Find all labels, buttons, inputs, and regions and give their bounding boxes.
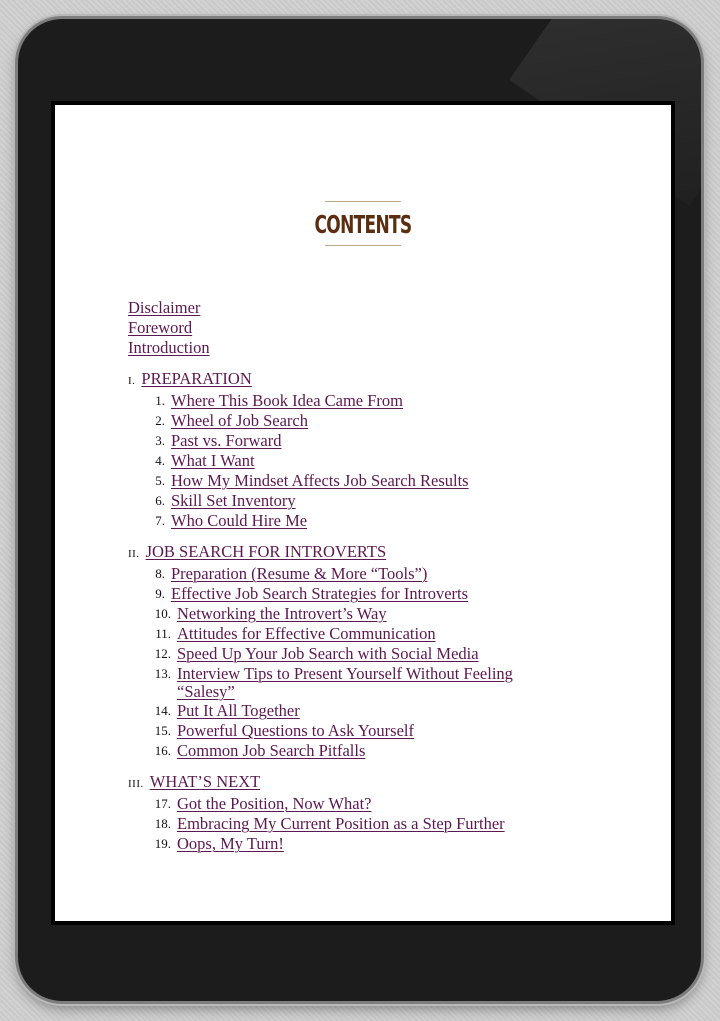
toc-link-chapter[interactable]: Common Job Search Pitfalls [177, 741, 366, 760]
chapter-number: 10. [154, 606, 171, 621]
part-heading [128, 369, 648, 391]
toc-chapter [128, 451, 648, 471]
toc-link-disclaimer[interactable]: Disclaimer [128, 298, 201, 317]
chapter-number: 3. [155, 433, 165, 448]
toc-part [128, 369, 648, 531]
toc-link-part[interactable]: WHAT’S NEXT [149, 772, 261, 791]
toc-chapter [128, 624, 648, 644]
toc-link-chapter[interactable]: Preparation (Resume & More “Tools”) [171, 564, 428, 583]
chapter-number: 5. [155, 473, 165, 488]
toc-link-foreword[interactable]: Foreword [128, 318, 193, 337]
toc-link-chapter[interactable]: Powerful Questions to Ask Yourself [177, 721, 414, 740]
toc-link-chapter[interactable]: Wheel of Job Search [171, 411, 308, 430]
toc-link-chapter[interactable]: Speed Up Your Job Search with Social Media [177, 644, 479, 663]
part-numeral: I. [128, 375, 136, 387]
toc-part [128, 772, 648, 854]
toc-chapter [128, 411, 648, 431]
chapter-number: 1. [155, 393, 165, 408]
toc-link-chapter[interactable]: Attitudes for Effective Communication [177, 624, 436, 643]
toc-link-part[interactable]: JOB SEARCH FOR INTROVERTS [145, 542, 387, 561]
toc-link-chapter[interactable]: Who Could Hire Me [171, 511, 308, 530]
toc-link-chapter[interactable]: How My Mindset Affects Job Search Results [171, 471, 469, 490]
toc-chapter [128, 701, 648, 721]
toc-chapter [128, 664, 648, 701]
part-numeral: III. [128, 778, 144, 790]
toc-chapter [128, 511, 648, 531]
toc-chapter [128, 814, 648, 834]
part-numeral: II. [128, 548, 140, 560]
toc-link-chapter[interactable]: Skill Set Inventory [171, 491, 296, 510]
toc-chapter [128, 564, 648, 584]
contents-heading [55, 201, 671, 246]
toc-link-chapter[interactable]: Put It All Together [177, 701, 300, 720]
chapter-number: 17. [154, 796, 171, 811]
part-heading [128, 772, 648, 794]
page-title: CONTENTS [314, 210, 412, 239]
toc-link-introduction[interactable]: Introduction [128, 338, 210, 357]
chapter-number: 19. [154, 836, 171, 851]
chapter-number: 13. [154, 666, 171, 681]
chapter-number: 2. [155, 413, 165, 428]
table-of-contents [128, 298, 648, 854]
chapter-number: 12. [154, 646, 171, 661]
toc-link-chapter[interactable]: Effective Job Search Strategies for Introverts [171, 584, 469, 603]
chapter-number: 11. [155, 626, 171, 641]
toc-chapter [128, 584, 648, 604]
heading-rule-top [325, 201, 401, 202]
toc-chapter [128, 491, 648, 511]
toc-link-chapter[interactable]: Got the Position, Now What? [177, 794, 372, 813]
chapter-number: 16. [154, 743, 171, 758]
part-heading [128, 542, 648, 564]
chapter-number: 18. [154, 816, 171, 831]
ebook-page[interactable] [51, 101, 675, 925]
chapter-number: 15. [154, 723, 171, 738]
chapter-number: 9. [155, 586, 165, 601]
chapter-number: 6. [155, 493, 165, 508]
toc-chapter [128, 431, 648, 451]
toc-link-chapter[interactable]: Networking the Introvert’s Way [177, 604, 387, 623]
tablet-frame [18, 19, 701, 1001]
toc-link-chapter[interactable]: Embracing My Current Position as a Step Further [177, 814, 505, 833]
toc-chapter [128, 604, 648, 624]
chapter-number: 14. [154, 703, 171, 718]
toc-link-chapter[interactable]: What I Want [171, 451, 255, 470]
chapter-number: 7. [155, 513, 165, 528]
chapter-number: 8. [155, 566, 165, 581]
toc-chapter [128, 834, 648, 854]
toc-chapter [128, 644, 648, 664]
toc-chapter [128, 721, 648, 741]
front-matter [128, 298, 648, 358]
toc-chapter [128, 741, 648, 761]
chapter-number: 4. [155, 453, 165, 468]
toc-link-part[interactable]: PREPARATION [141, 369, 252, 388]
toc-link-chapter[interactable]: Past vs. Forward [171, 431, 282, 450]
toc-chapter [128, 471, 648, 491]
toc-chapter [128, 391, 648, 411]
toc-link-chapter[interactable]: Where This Book Idea Came From [171, 391, 404, 410]
heading-rule-bottom [325, 245, 401, 246]
toc-chapter [128, 794, 648, 814]
toc-part [128, 542, 648, 761]
toc-link-chapter[interactable]: Interview Tips to Present Yourself Without Feeling “Salesy” [177, 664, 513, 701]
toc-link-chapter[interactable]: Oops, My Turn! [177, 834, 284, 853]
